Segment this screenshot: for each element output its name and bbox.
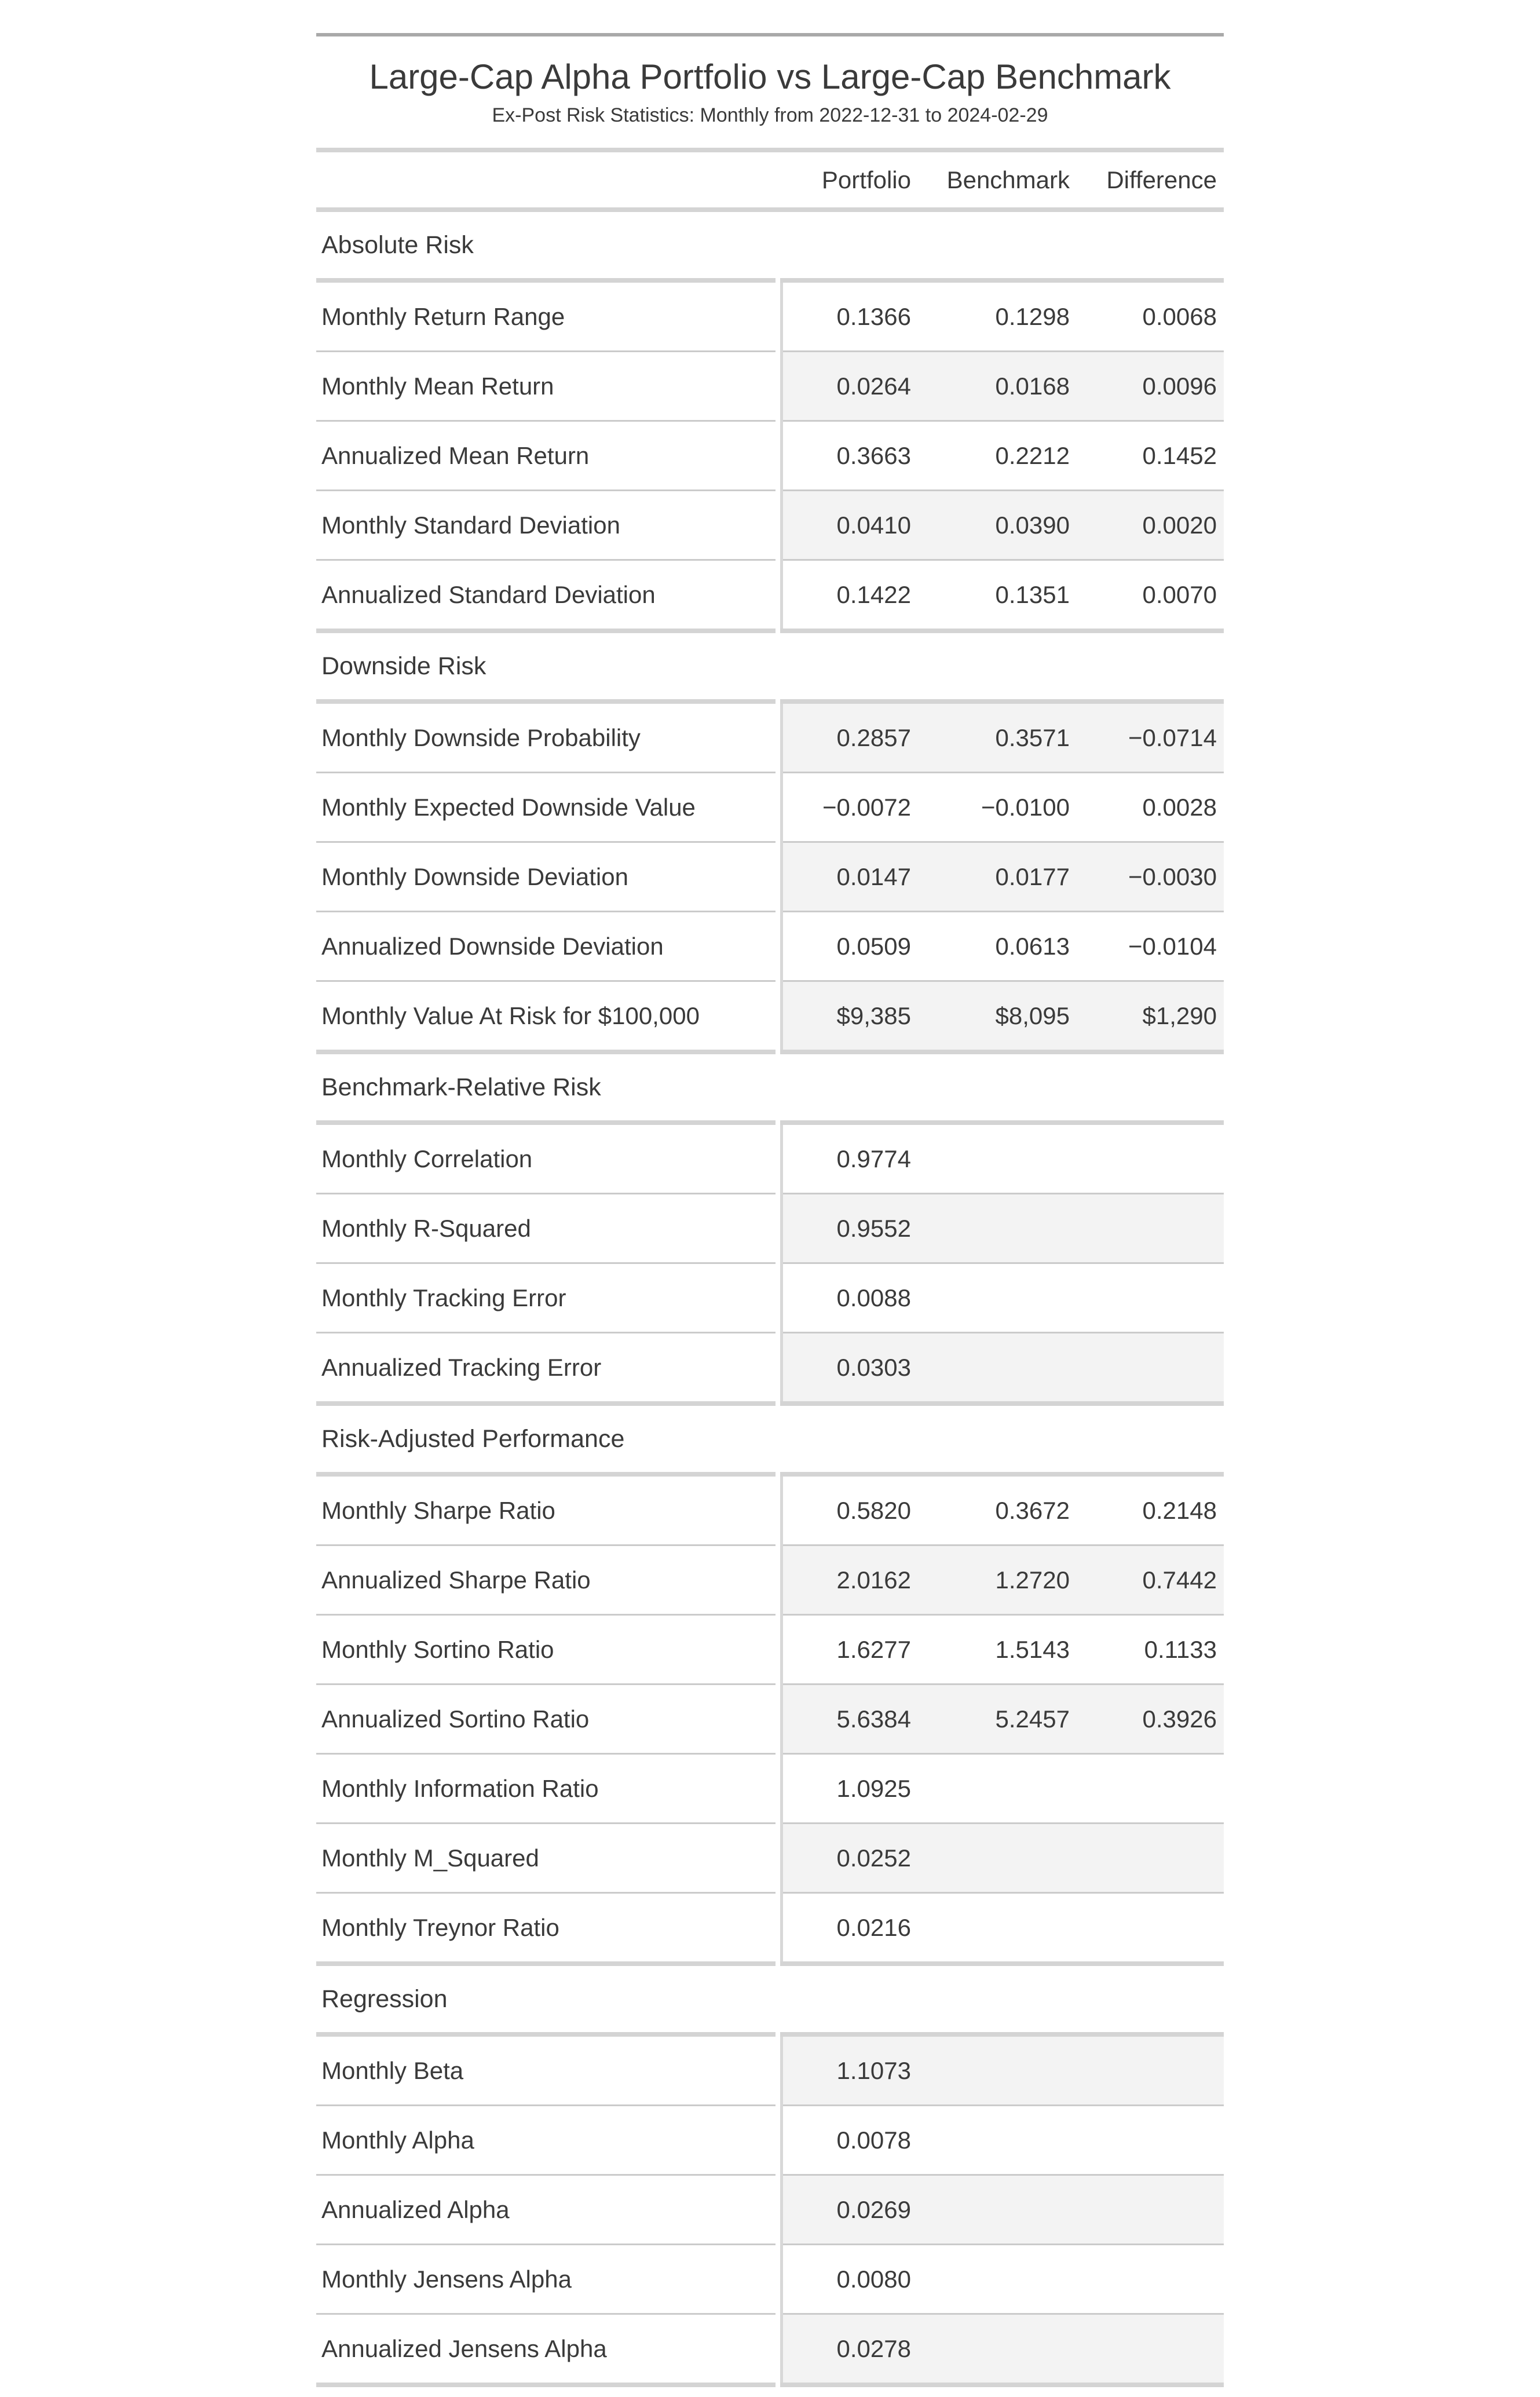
table-row <box>316 2037 1224 2104</box>
column-gap <box>776 1264 780 1332</box>
value-benchmark: 1.5143 <box>995 1635 1070 1663</box>
value-portfolio: 0.1366 <box>836 302 911 330</box>
row-label: Monthly Jensens Alpha <box>316 2245 776 2313</box>
value-difference: −0.0030 <box>1128 863 1217 890</box>
column-header-benchmark: Benchmark <box>946 166 1070 193</box>
section-border-line <box>316 1120 1224 1125</box>
table-row <box>316 1546 1224 1614</box>
row-label: Annualized Alpha <box>316 2176 776 2243</box>
value-difference: 0.1452 <box>1142 441 1217 469</box>
section-border-line <box>316 278 1224 283</box>
column-gap <box>776 912 780 980</box>
section-body <box>316 1120 1224 1406</box>
value-benchmark: 0.0168 <box>995 372 1070 400</box>
section-title-band <box>316 1966 1224 2032</box>
value-difference: −0.0714 <box>1128 724 1217 751</box>
value-difference: 0.0068 <box>1142 302 1217 330</box>
column-gap <box>776 1125 780 1193</box>
row-values <box>783 283 1224 350</box>
value-benchmark: −0.0100 <box>981 793 1070 821</box>
value-portfolio: 0.0410 <box>836 511 911 539</box>
value-difference: 0.7442 <box>1142 1566 1217 1594</box>
row-values <box>783 1194 1224 1262</box>
column-gap <box>776 1685 780 1753</box>
table-row <box>316 352 1224 420</box>
row-values <box>783 1616 1224 1683</box>
title-block <box>316 36 1224 148</box>
table-row <box>316 1264 1224 1332</box>
row-label: Monthly Tracking Error <box>316 1264 776 1332</box>
row-label: Monthly Treynor Ratio <box>316 1894 776 1961</box>
section-border-line <box>316 2383 1224 2387</box>
section-border-line <box>316 699 1224 704</box>
table-sections <box>316 212 1224 2387</box>
column-header-difference: Difference <box>1106 166 1217 193</box>
value-benchmark: 0.3672 <box>995 1496 1070 1524</box>
value-difference: 0.0028 <box>1142 793 1217 821</box>
value-portfolio: 5.6384 <box>836 1705 911 1733</box>
table-row <box>316 2245 1224 2313</box>
value-benchmark: 1.2720 <box>995 1566 1070 1594</box>
column-gap <box>776 283 780 350</box>
row-values <box>783 1477 1224 1544</box>
section-body <box>316 699 1224 1054</box>
value-portfolio: 0.0252 <box>836 1844 911 1872</box>
row-label: Annualized Mean Return <box>316 422 776 489</box>
row-values <box>783 1264 1224 1332</box>
section-title-band <box>316 1406 1224 1472</box>
row-label: Annualized Sharpe Ratio <box>316 1546 776 1614</box>
column-gap <box>776 491 780 559</box>
table-row <box>316 843 1224 911</box>
row-values <box>783 2106 1224 2174</box>
value-portfolio: 0.9774 <box>836 1145 911 1172</box>
row-label: Monthly Sharpe Ratio <box>316 1477 776 1544</box>
value-benchmark: 0.0613 <box>995 932 1070 960</box>
section-title: Benchmark-Relative Risk <box>321 1073 601 1101</box>
row-label: Monthly Downside Deviation <box>316 843 776 911</box>
section-body <box>316 2032 1224 2387</box>
row-label: Annualized Standard Deviation <box>316 561 776 629</box>
section-body <box>316 1472 1224 1966</box>
table-row <box>316 982 1224 1050</box>
row-label: Monthly Information Ratio <box>316 1755 776 1822</box>
row-values <box>783 1894 1224 1961</box>
section-border-line <box>316 2032 1224 2037</box>
value-benchmark: 0.0177 <box>995 863 1070 890</box>
row-values <box>783 1685 1224 1753</box>
row-values <box>783 352 1224 420</box>
column-gap <box>776 422 780 489</box>
section-risk-adjusted-performance <box>316 1406 1224 1966</box>
row-values <box>783 2315 1224 2383</box>
table-row <box>316 1616 1224 1683</box>
value-portfolio: 0.0509 <box>836 932 911 960</box>
table-row <box>316 1894 1224 1961</box>
row-label: Annualized Sortino Ratio <box>316 1685 776 1753</box>
value-portfolio: 0.1422 <box>836 580 911 608</box>
section-border-line <box>316 1050 1224 1054</box>
section-body <box>316 278 1224 633</box>
table-row <box>316 1477 1224 1544</box>
row-values <box>783 422 1224 489</box>
row-values <box>783 1824 1224 1892</box>
row-values <box>783 704 1224 772</box>
section-title: Risk-Adjusted Performance <box>321 1424 625 1453</box>
value-benchmark: 5.2457 <box>995 1705 1070 1733</box>
column-headers <box>783 152 1224 207</box>
value-portfolio: $9,385 <box>836 1002 911 1029</box>
section-title-band <box>316 1054 1224 1120</box>
header-top-line <box>316 148 1224 152</box>
value-difference: 0.1133 <box>1144 1635 1217 1663</box>
section-title: Downside Risk <box>321 652 486 680</box>
column-gap <box>776 2106 780 2174</box>
row-label: Monthly Mean Return <box>316 352 776 420</box>
section-downside-risk <box>316 633 1224 1054</box>
table-row <box>316 2176 1224 2243</box>
row-values <box>783 561 1224 629</box>
value-portfolio: 0.3663 <box>836 441 911 469</box>
row-label: Monthly Alpha <box>316 2106 776 2174</box>
row-label: Monthly Return Range <box>316 283 776 350</box>
value-benchmark: 0.0390 <box>995 511 1070 539</box>
section-benchmark-relative-risk <box>316 1054 1224 1406</box>
section-title-band <box>316 212 1224 278</box>
column-gap <box>776 1616 780 1683</box>
row-values <box>783 2245 1224 2313</box>
value-benchmark: $8,095 <box>995 1002 1070 1029</box>
column-gap <box>776 1755 780 1822</box>
row-values <box>783 982 1224 1050</box>
value-portfolio: 2.0162 <box>836 1566 911 1594</box>
value-portfolio: 0.5820 <box>836 1496 911 1524</box>
row-label: Monthly Beta <box>316 2037 776 2104</box>
value-difference: 0.3926 <box>1142 1705 1217 1733</box>
column-header-portfolio: Portfolio <box>821 166 911 193</box>
page-subtitle: Ex-Post Risk Statistics: Monthly from 2022-12-31 to 2024-02-29 <box>492 104 1048 127</box>
value-portfolio: −0.0072 <box>822 793 911 821</box>
table-row <box>316 2106 1224 2174</box>
column-gap <box>776 1333 780 1401</box>
row-label: Monthly Sortino Ratio <box>316 1616 776 1683</box>
row-label: Annualized Downside Deviation <box>316 912 776 980</box>
value-difference: 0.0020 <box>1142 511 1217 539</box>
value-portfolio: 0.0078 <box>836 2126 911 2154</box>
value-benchmark: 0.3571 <box>995 724 1070 751</box>
value-portfolio: 0.0088 <box>836 1284 911 1311</box>
column-header-row <box>316 152 1224 207</box>
row-label: Monthly Value At Risk for $100,000 <box>316 982 776 1050</box>
table-row <box>316 2315 1224 2383</box>
value-portfolio: 1.1073 <box>836 2056 911 2084</box>
table-row <box>316 283 1224 350</box>
table-row <box>316 561 1224 629</box>
column-gap <box>776 1477 780 1544</box>
row-label: Monthly Standard Deviation <box>316 491 776 559</box>
section-title-band <box>316 633 1224 699</box>
section-border-line <box>316 1961 1224 1966</box>
table-row <box>316 1333 1224 1401</box>
value-portfolio: 1.6277 <box>836 1635 911 1663</box>
row-values <box>783 1755 1224 1822</box>
column-gap <box>776 1894 780 1961</box>
section-absolute-risk <box>316 212 1224 633</box>
section-title: Regression <box>321 1985 448 2013</box>
table-row <box>316 1125 1224 1193</box>
value-portfolio: 0.0216 <box>836 1913 911 1941</box>
section-border-line <box>316 1472 1224 1477</box>
row-values <box>783 1333 1224 1401</box>
value-portfolio: 0.0269 <box>836 2195 911 2223</box>
row-label: Monthly Correlation <box>316 1125 776 1193</box>
column-gap <box>776 2245 780 2313</box>
value-benchmark: 0.1298 <box>995 302 1070 330</box>
table-row <box>316 1824 1224 1892</box>
row-label: Monthly Expected Downside Value <box>316 773 776 841</box>
column-gap <box>776 1824 780 1892</box>
section-border-line <box>316 629 1224 633</box>
section-regression <box>316 1966 1224 2387</box>
table-row <box>316 704 1224 772</box>
table-row <box>316 491 1224 559</box>
row-label: Annualized Jensens Alpha <box>316 2315 776 2383</box>
value-portfolio: 0.0080 <box>836 2265 911 2293</box>
column-gap <box>776 352 780 420</box>
page-title: Large-Cap Alpha Portfolio vs Large-Cap Benchmark <box>369 57 1171 96</box>
column-gap <box>776 843 780 911</box>
value-benchmark: 0.1351 <box>995 580 1070 608</box>
row-values <box>783 491 1224 559</box>
column-gap <box>776 2315 780 2383</box>
row-values <box>783 2176 1224 2243</box>
value-benchmark: 0.2212 <box>995 441 1070 469</box>
row-label: Monthly M_Squared <box>316 1824 776 1892</box>
section-title: Absolute Risk <box>321 231 474 259</box>
column-gap <box>776 1546 780 1614</box>
row-values <box>783 2037 1224 2104</box>
row-values <box>783 1125 1224 1193</box>
value-difference: 0.2148 <box>1142 1496 1217 1524</box>
column-gap <box>776 1194 780 1262</box>
row-values <box>783 912 1224 980</box>
row-values <box>783 773 1224 841</box>
value-difference: $1,290 <box>1142 1002 1217 1029</box>
section-border-line <box>316 1401 1224 1406</box>
row-values <box>783 1546 1224 1614</box>
column-header-spacer <box>316 152 776 207</box>
value-portfolio: 0.2857 <box>836 724 911 751</box>
header-bottom-line <box>316 207 1224 212</box>
value-portfolio: 0.0278 <box>836 2334 911 2362</box>
column-gap <box>776 773 780 841</box>
table-row <box>316 1755 1224 1822</box>
column-gap <box>776 704 780 772</box>
table-row <box>316 1685 1224 1753</box>
value-portfolio: 0.9552 <box>836 1214 911 1242</box>
row-label: Annualized Tracking Error <box>316 1333 776 1401</box>
value-difference: −0.0104 <box>1128 932 1217 960</box>
column-gap <box>776 2176 780 2243</box>
row-label: Monthly Downside Probability <box>316 704 776 772</box>
column-gap <box>776 152 780 207</box>
column-gap <box>776 982 780 1050</box>
value-portfolio: 0.0147 <box>836 863 911 890</box>
column-gap <box>776 561 780 629</box>
value-portfolio: 1.0925 <box>836 1774 911 1802</box>
table-row <box>316 912 1224 980</box>
value-portfolio: 0.0264 <box>836 372 911 400</box>
table-row <box>316 422 1224 489</box>
table-row <box>316 1194 1224 1262</box>
report-table <box>316 0 1224 2387</box>
row-label: Monthly R-Squared <box>316 1194 776 1262</box>
value-portfolio: 0.0303 <box>836 1353 911 1381</box>
value-difference: 0.0070 <box>1142 580 1217 608</box>
row-values <box>783 843 1224 911</box>
value-difference: 0.0096 <box>1142 372 1217 400</box>
column-gap <box>776 2037 780 2104</box>
table-row <box>316 773 1224 841</box>
